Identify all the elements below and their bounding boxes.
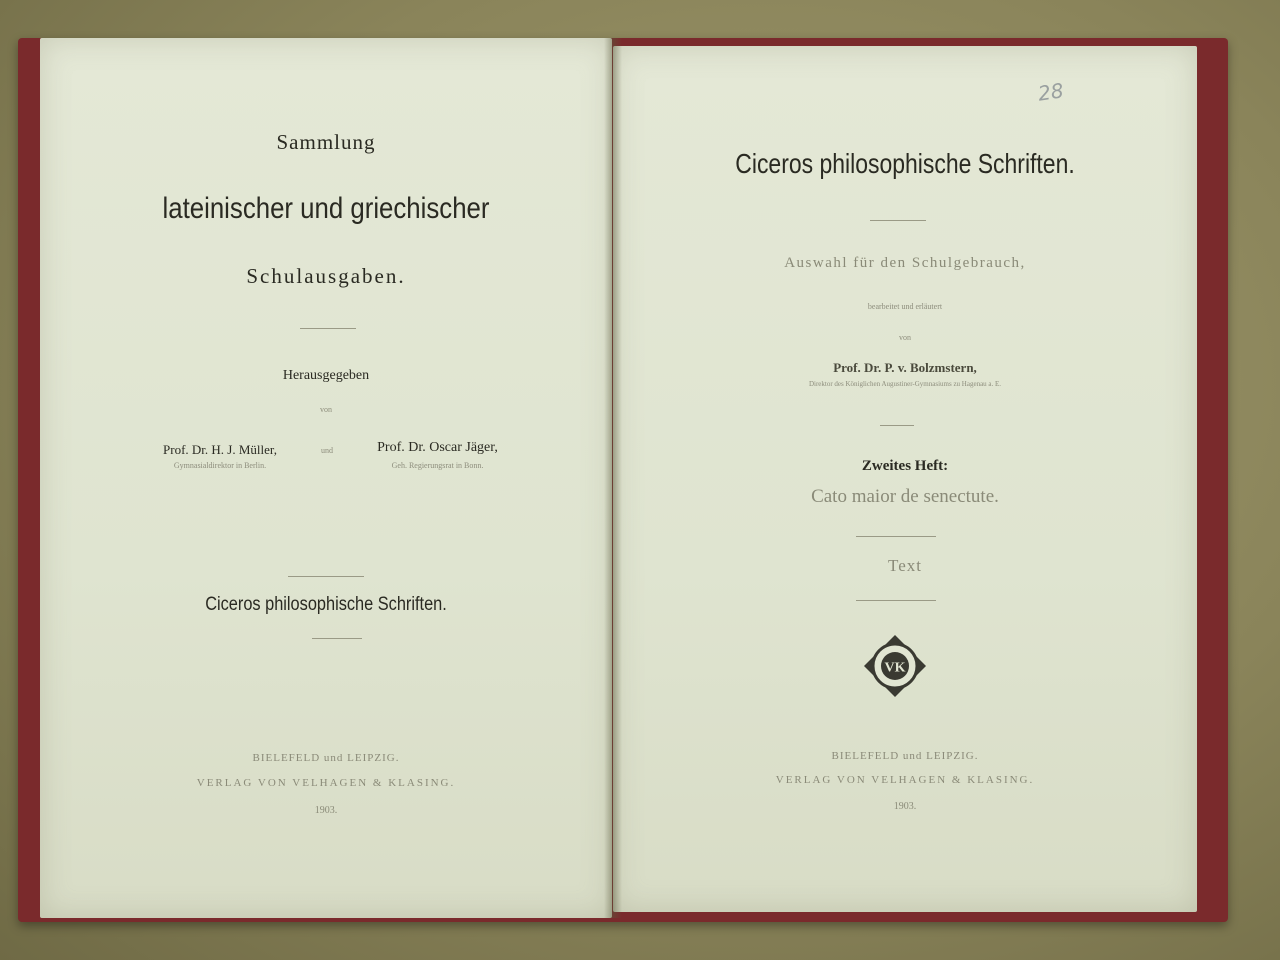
series-line-2: lateinischer und griechischer: [162, 192, 490, 225]
publisher-emblem-icon: [862, 633, 928, 699]
von-label: von: [899, 333, 911, 342]
publication-year: 1903.: [893, 801, 917, 812]
und-label: und: [321, 446, 333, 455]
pencil-mark: 28: [1036, 78, 1065, 106]
editor1-name: Prof. Dr. H. J. Müller,: [163, 442, 277, 457]
author-name: Prof. Dr. P. v. Bolzmstern,: [833, 360, 977, 375]
divider: [870, 220, 926, 221]
divider: [880, 425, 914, 426]
part-label: Zweites Heft:: [861, 458, 949, 474]
book-subtitle: Auswahl für den Schulgebrauch,: [784, 255, 1026, 271]
series-line-3: Schulausgaben.: [246, 264, 406, 288]
divider: [288, 576, 364, 577]
von-label: von: [320, 405, 332, 414]
part-title: Cato maior de senectute.: [811, 486, 999, 507]
divider: [300, 328, 356, 329]
subseries-title: Ciceros philosophische Schriften.: [205, 594, 447, 615]
divider: [856, 600, 936, 601]
book-title: Ciceros philosophische Schriften.: [735, 148, 1075, 179]
book-gutter: [604, 38, 622, 918]
edited-by: Herausgegeben: [282, 368, 370, 383]
editor1-title: Gymnasialdirektor in Berlin.: [173, 461, 267, 470]
divider: [856, 536, 936, 537]
publisher-place: BIELEFELD und LEIPZIG.: [252, 752, 400, 764]
editor2-title: Geh. Regierungsrat in Bonn.: [391, 461, 484, 470]
text-label: Text: [888, 556, 922, 575]
publisher-name: VERLAG VON VELHAGEN & KLASING.: [196, 777, 456, 789]
emblem-letters: VK: [884, 660, 906, 676]
author-title: Direktor des Königlichen Augustiner-Gymnasiums zu Hagenau a. E.: [808, 380, 1002, 388]
publisher-place: BIELEFELD und LEIPZIG.: [831, 750, 979, 762]
prepared-by: bearbeitet und erläutert: [867, 302, 943, 311]
publication-year: 1903.: [314, 805, 338, 816]
divider: [312, 638, 362, 639]
editor2-name: Prof. Dr. Oscar Jäger,: [377, 440, 498, 455]
series-line-1: Sammlung: [276, 130, 376, 154]
publisher-name: VERLAG VON VELHAGEN & KLASING.: [775, 774, 1035, 786]
